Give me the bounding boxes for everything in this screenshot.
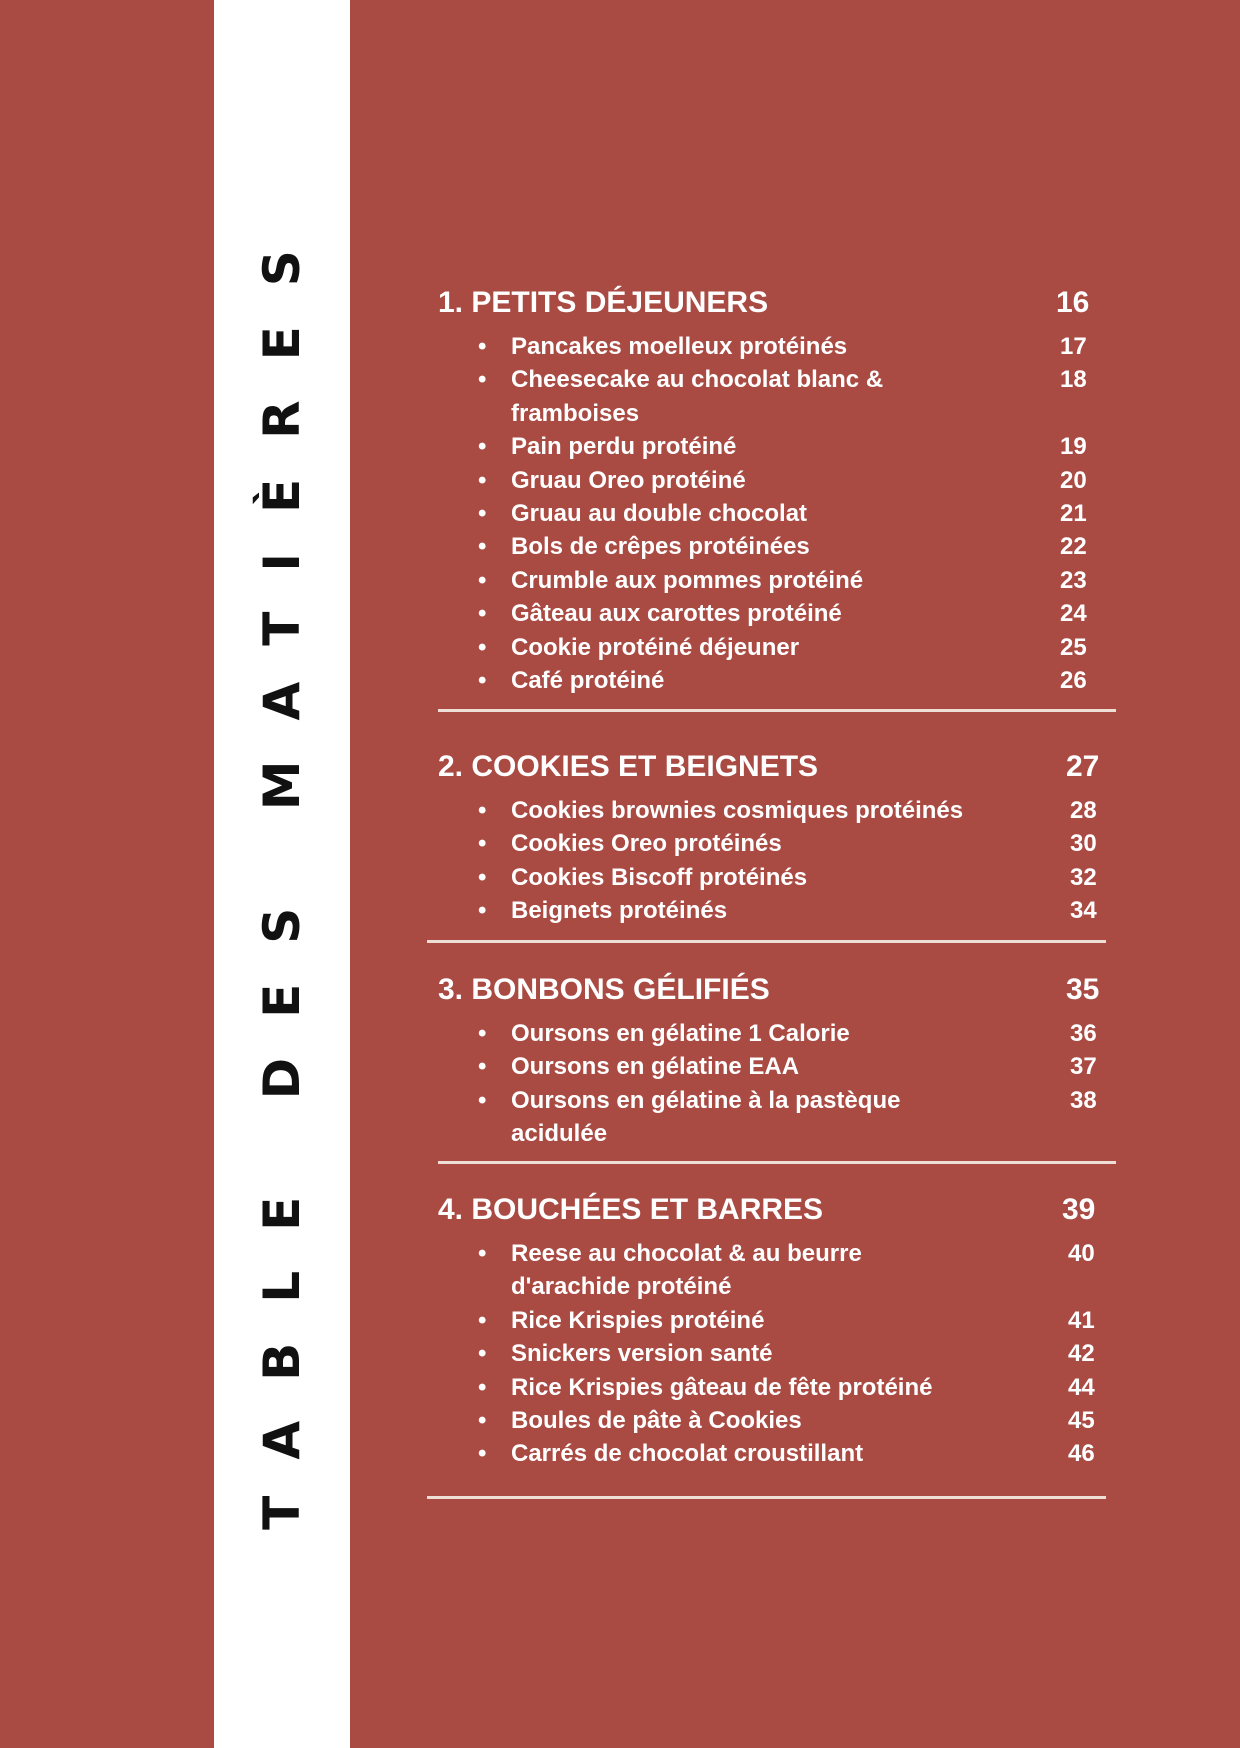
bullet-icon: •	[478, 1306, 487, 1334]
toc-entry	[438, 631, 1087, 664]
toc-entry-page-number: 46	[1068, 1440, 1095, 1468]
bullet-icon: •	[478, 797, 487, 824]
section-title: 4. BOUCHÉES ET BARRES	[438, 1193, 824, 1226]
toc-entry-title: Cookies Oreo protéinés	[511, 830, 782, 858]
section-heading	[438, 973, 1100, 1009]
section-heading	[438, 286, 1090, 322]
toc-entry	[438, 564, 1087, 597]
toc-section-cookies-et-beignets	[438, 750, 1100, 928]
toc-entry-page-number: 41	[1068, 1306, 1095, 1334]
bullet-icon: •	[478, 466, 487, 494]
toc-entry	[438, 363, 1087, 430]
bullet-icon: •	[478, 1020, 487, 1047]
toc-entry-title: Oursons en gélatine 1 Calorie	[511, 1020, 850, 1047]
bullet-icon: •	[478, 633, 487, 661]
toc-entry	[438, 794, 1097, 827]
toc-entry-title: Gruau Oreo protéiné	[511, 466, 746, 494]
toc-entry	[438, 464, 1087, 497]
toc-entry	[438, 664, 1087, 697]
toc-entry-page-number: 25	[1060, 633, 1087, 661]
section-heading	[438, 1193, 1096, 1229]
toc-entry	[438, 1084, 1097, 1151]
toc-entry-page-number: 24	[1060, 600, 1087, 628]
toc-entry	[438, 597, 1087, 630]
section-page-number: 39	[1062, 1193, 1096, 1226]
toc-entry	[438, 1017, 1097, 1050]
toc-entry-title: Cheesecake au chocolat blanc & framboises	[511, 366, 884, 427]
toc-entry-title: Cookies Biscoff protéinés	[511, 863, 808, 891]
toc-entry-page-number: 18	[1060, 366, 1087, 394]
toc-entry-title: Cookies brownies cosmiques protéinés	[511, 797, 964, 824]
bullet-icon: •	[478, 1407, 487, 1435]
bullet-icon: •	[478, 667, 487, 695]
toc-entry	[438, 1237, 1095, 1304]
section-page-number: 27	[1066, 750, 1100, 783]
toc-entry-title: Reese au chocolat & au beurre d'arachide protéiné	[511, 1240, 862, 1301]
toc-entry-page-number: 37	[1070, 1053, 1097, 1081]
toc-entry-page-number: 32	[1070, 863, 1097, 891]
bullet-icon: •	[478, 1240, 487, 1267]
toc-entry-title: Gâteau aux carottes protéiné	[511, 600, 842, 628]
bullet-icon: •	[478, 433, 487, 461]
bullet-icon: •	[478, 533, 487, 561]
section-title: 2. COOKIES ET BEIGNETS	[438, 750, 819, 783]
toc-entry-title: Oursons en gélatine à la pastèque acidulée	[511, 1086, 901, 1148]
toc-entry-title: Carrés de chocolat croustillant	[511, 1440, 864, 1468]
toc-entry-page-number: 20	[1060, 466, 1087, 494]
toc-section-petits-dejeuners	[438, 286, 1090, 697]
bullet-icon: •	[478, 1086, 487, 1114]
toc-entry	[438, 530, 1087, 563]
toc-entry-page-number: 28	[1070, 797, 1097, 824]
bullet-icon: •	[478, 500, 487, 528]
bullet-icon: •	[478, 566, 487, 594]
toc-entry-title: Cookie protéiné déjeuner	[511, 633, 800, 661]
toc-entry-page-number: 30	[1070, 830, 1097, 858]
toc-entry	[438, 1050, 1097, 1083]
toc-entry-page-number: 38	[1070, 1086, 1097, 1114]
section-divider	[438, 1161, 1116, 1164]
toc-entry-page-number: 22	[1060, 533, 1087, 561]
toc-entry-title: Crumble aux pommes protéiné	[511, 566, 864, 594]
toc-entry-title: Café protéiné	[511, 667, 665, 695]
toc-entry	[438, 497, 1087, 530]
toc-section-bouchees-et-barres	[438, 1193, 1096, 1471]
bullet-icon: •	[478, 1340, 487, 1368]
toc-entry	[438, 1371, 1095, 1404]
section-item-list	[438, 1017, 1097, 1151]
toc-entry-page-number: 45	[1068, 1407, 1095, 1435]
page-title-vertical: TABLE DES MATIÈRES	[253, 210, 311, 1530]
toc-entry	[438, 827, 1097, 860]
bullet-icon: •	[478, 863, 487, 891]
section-item-list	[438, 1237, 1095, 1471]
toc-entry	[438, 1304, 1095, 1337]
bullet-icon: •	[478, 897, 487, 925]
toc-entry-title: Boules de pâte à Cookies	[511, 1407, 802, 1435]
toc-entry	[438, 430, 1087, 463]
toc-section-bonbons-gelifies	[438, 973, 1100, 1151]
bullet-icon: •	[478, 1440, 487, 1468]
bullet-icon: •	[478, 600, 487, 628]
toc-entry	[438, 1437, 1095, 1470]
toc-entry	[438, 330, 1087, 363]
toc-entry-page-number: 26	[1060, 667, 1087, 695]
toc-entry-page-number: 42	[1068, 1340, 1095, 1368]
toc-entry-title: Beignets protéinés	[511, 897, 728, 925]
bullet-icon: •	[478, 830, 487, 858]
toc-entry-title: Pancakes moelleux protéinés	[511, 333, 848, 360]
toc-entry-title: Snickers version santé	[511, 1340, 773, 1368]
section-divider	[427, 1496, 1106, 1499]
section-title: 3. BONBONS GÉLIFIÉS	[438, 973, 770, 1006]
bullet-icon: •	[478, 1373, 487, 1401]
toc-entry-page-number: 40	[1068, 1240, 1095, 1267]
toc-entry-page-number: 34	[1070, 897, 1097, 925]
toc-entry-page-number: 21	[1060, 500, 1087, 528]
toc-entry-title: Oursons en gélatine EAA	[511, 1053, 800, 1081]
bullet-icon: •	[478, 366, 487, 394]
toc-entry-title: Gruau au double chocolat	[511, 500, 808, 528]
bullet-icon: •	[478, 333, 487, 360]
toc-entry	[438, 1404, 1095, 1437]
section-item-list	[438, 794, 1097, 928]
toc-entry-page-number: 36	[1070, 1020, 1097, 1047]
section-divider	[438, 709, 1116, 712]
section-title: 1. PETITS DÉJEUNERS	[438, 286, 769, 319]
toc-entry-title: Rice Krispies gâteau de fête protéiné	[511, 1373, 933, 1401]
section-page-number: 35	[1066, 973, 1100, 1006]
toc-entry-page-number: 19	[1060, 433, 1087, 461]
toc-entry	[438, 1337, 1095, 1370]
section-heading	[438, 750, 1100, 786]
section-item-list	[438, 330, 1087, 697]
toc-entry	[438, 894, 1097, 927]
section-divider	[427, 940, 1106, 943]
toc-entry-title: Pain perdu protéiné	[511, 433, 737, 461]
toc-entry-page-number: 23	[1060, 566, 1087, 594]
toc-entry-title: Rice Krispies protéiné	[511, 1306, 765, 1334]
toc-entry-page-number: 44	[1068, 1373, 1095, 1401]
section-page-number: 16	[1056, 286, 1090, 319]
toc-entry-title: Bols de crêpes protéinées	[511, 533, 810, 561]
toc-entry	[438, 861, 1097, 894]
toc-entry-page-number: 17	[1060, 333, 1087, 360]
bullet-icon: •	[478, 1053, 487, 1081]
